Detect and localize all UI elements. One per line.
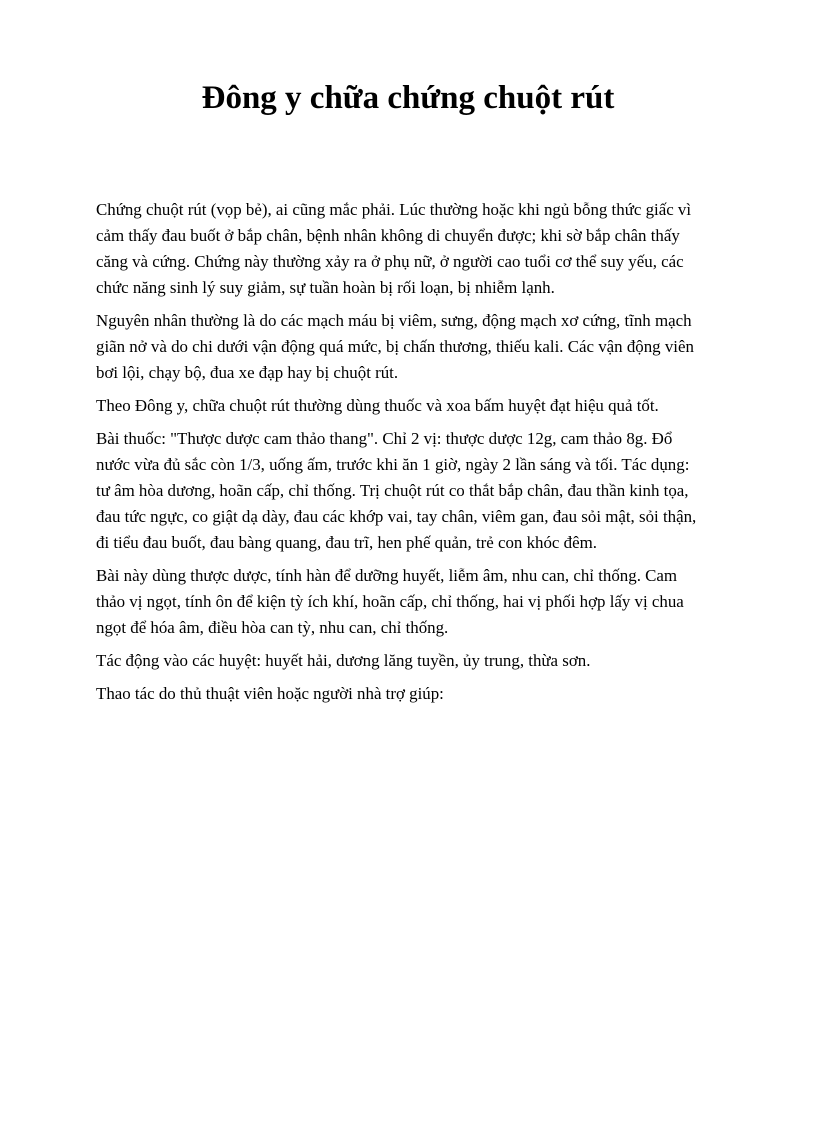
paragraph-remedy-explanation [96,563,740,641]
text-line: tư âm hòa dương, hoãn cấp, chỉ thống. Trị chuột rút co thắt bắp chân, đau thần kinh tọa, [96,481,689,500]
paragraph-acupoints [96,648,740,674]
text-line: Bài thuốc: "Thược dược cam thảo thang". Chỉ 2 vị: thược dược 12g, cam thảo 8g. Đổ [96,429,673,448]
paragraph-treatment-intro [96,393,740,419]
document-title: Đông y chữa chứng chuột rút [201,80,615,116]
document-body [96,197,740,714]
paragraph-causes [96,308,740,386]
text-line: chức năng sinh lý suy giảm, sự tuần hoàn bị rối loạn, bị nhiễm lạnh. [96,278,555,297]
paragraph-procedure [96,681,740,707]
paragraph-remedy [96,426,740,556]
text-line: nước vừa đủ sắc còn 1/3, uống ấm, trước khi ăn 1 giờ, ngày 2 lần sáng và tối. Tác dụng: [96,455,690,474]
text-line: cảm thấy đau buốt ở bắp chân, bệnh nhân không di chuyển được; khi sờ bắp chân thấy [96,226,680,245]
paragraph-symptoms [96,197,740,301]
text-line: Theo Đông y, chữa chuột rút thường dùng thuốc và xoa bấm huyệt đạt hiệu quả tốt. [96,396,659,415]
text-line: Tác động vào các huyệt: huyết hải, dương lăng tuyền, ủy trung, thừa sơn. [96,651,591,670]
text-line: căng và cứng. Chứng này thường xảy ra ở phụ nữ, ở người cao tuổi cơ thể suy yếu, các [96,252,684,271]
text-line: Chứng chuột rút (vọp bẻ), ai cũng mắc phải. Lúc thường hoặc khi ngủ bỗng thức giấc vì [96,200,692,219]
text-line: Thao tác do thủ thuật viên hoặc người nhà trợ giúp: [96,684,444,703]
text-line: bơi lội, chạy bộ, đua xe đạp hay bị chuột rút. [96,363,399,382]
text-line: ngọt để hóa âm, điều hòa can tỳ, nhu can, chỉ thống. [96,618,449,637]
text-line: thảo vị ngọt, tính ôn để kiện tỳ ích khí, hoãn cấp, chỉ thống, hai vị phối hợp lấy vị chua [96,592,684,611]
text-line: Bài này dùng thược dược, tính hàn để dưỡng huyết, liễm âm, nhu can, chỉ thống. Cam [96,566,678,585]
text-line: đau tức ngực, co giật dạ dày, đau các khớp vai, tay chân, viêm gan, đau sỏi mật, sỏi thận, [96,507,697,526]
text-line: giãn nở và do chi dưới vận động quá mức, bị chấn thương, thiếu kali. Các vận động viên [96,337,694,356]
text-line: đi tiểu đau buốt, đau bàng quang, đau trĩ, hen phế quản, trẻ con khóc đêm. [96,533,597,552]
text-line: Nguyên nhân thường là do các mạch máu bị viêm, sưng, động mạch xơ cứng, tĩnh mạch [96,311,692,330]
